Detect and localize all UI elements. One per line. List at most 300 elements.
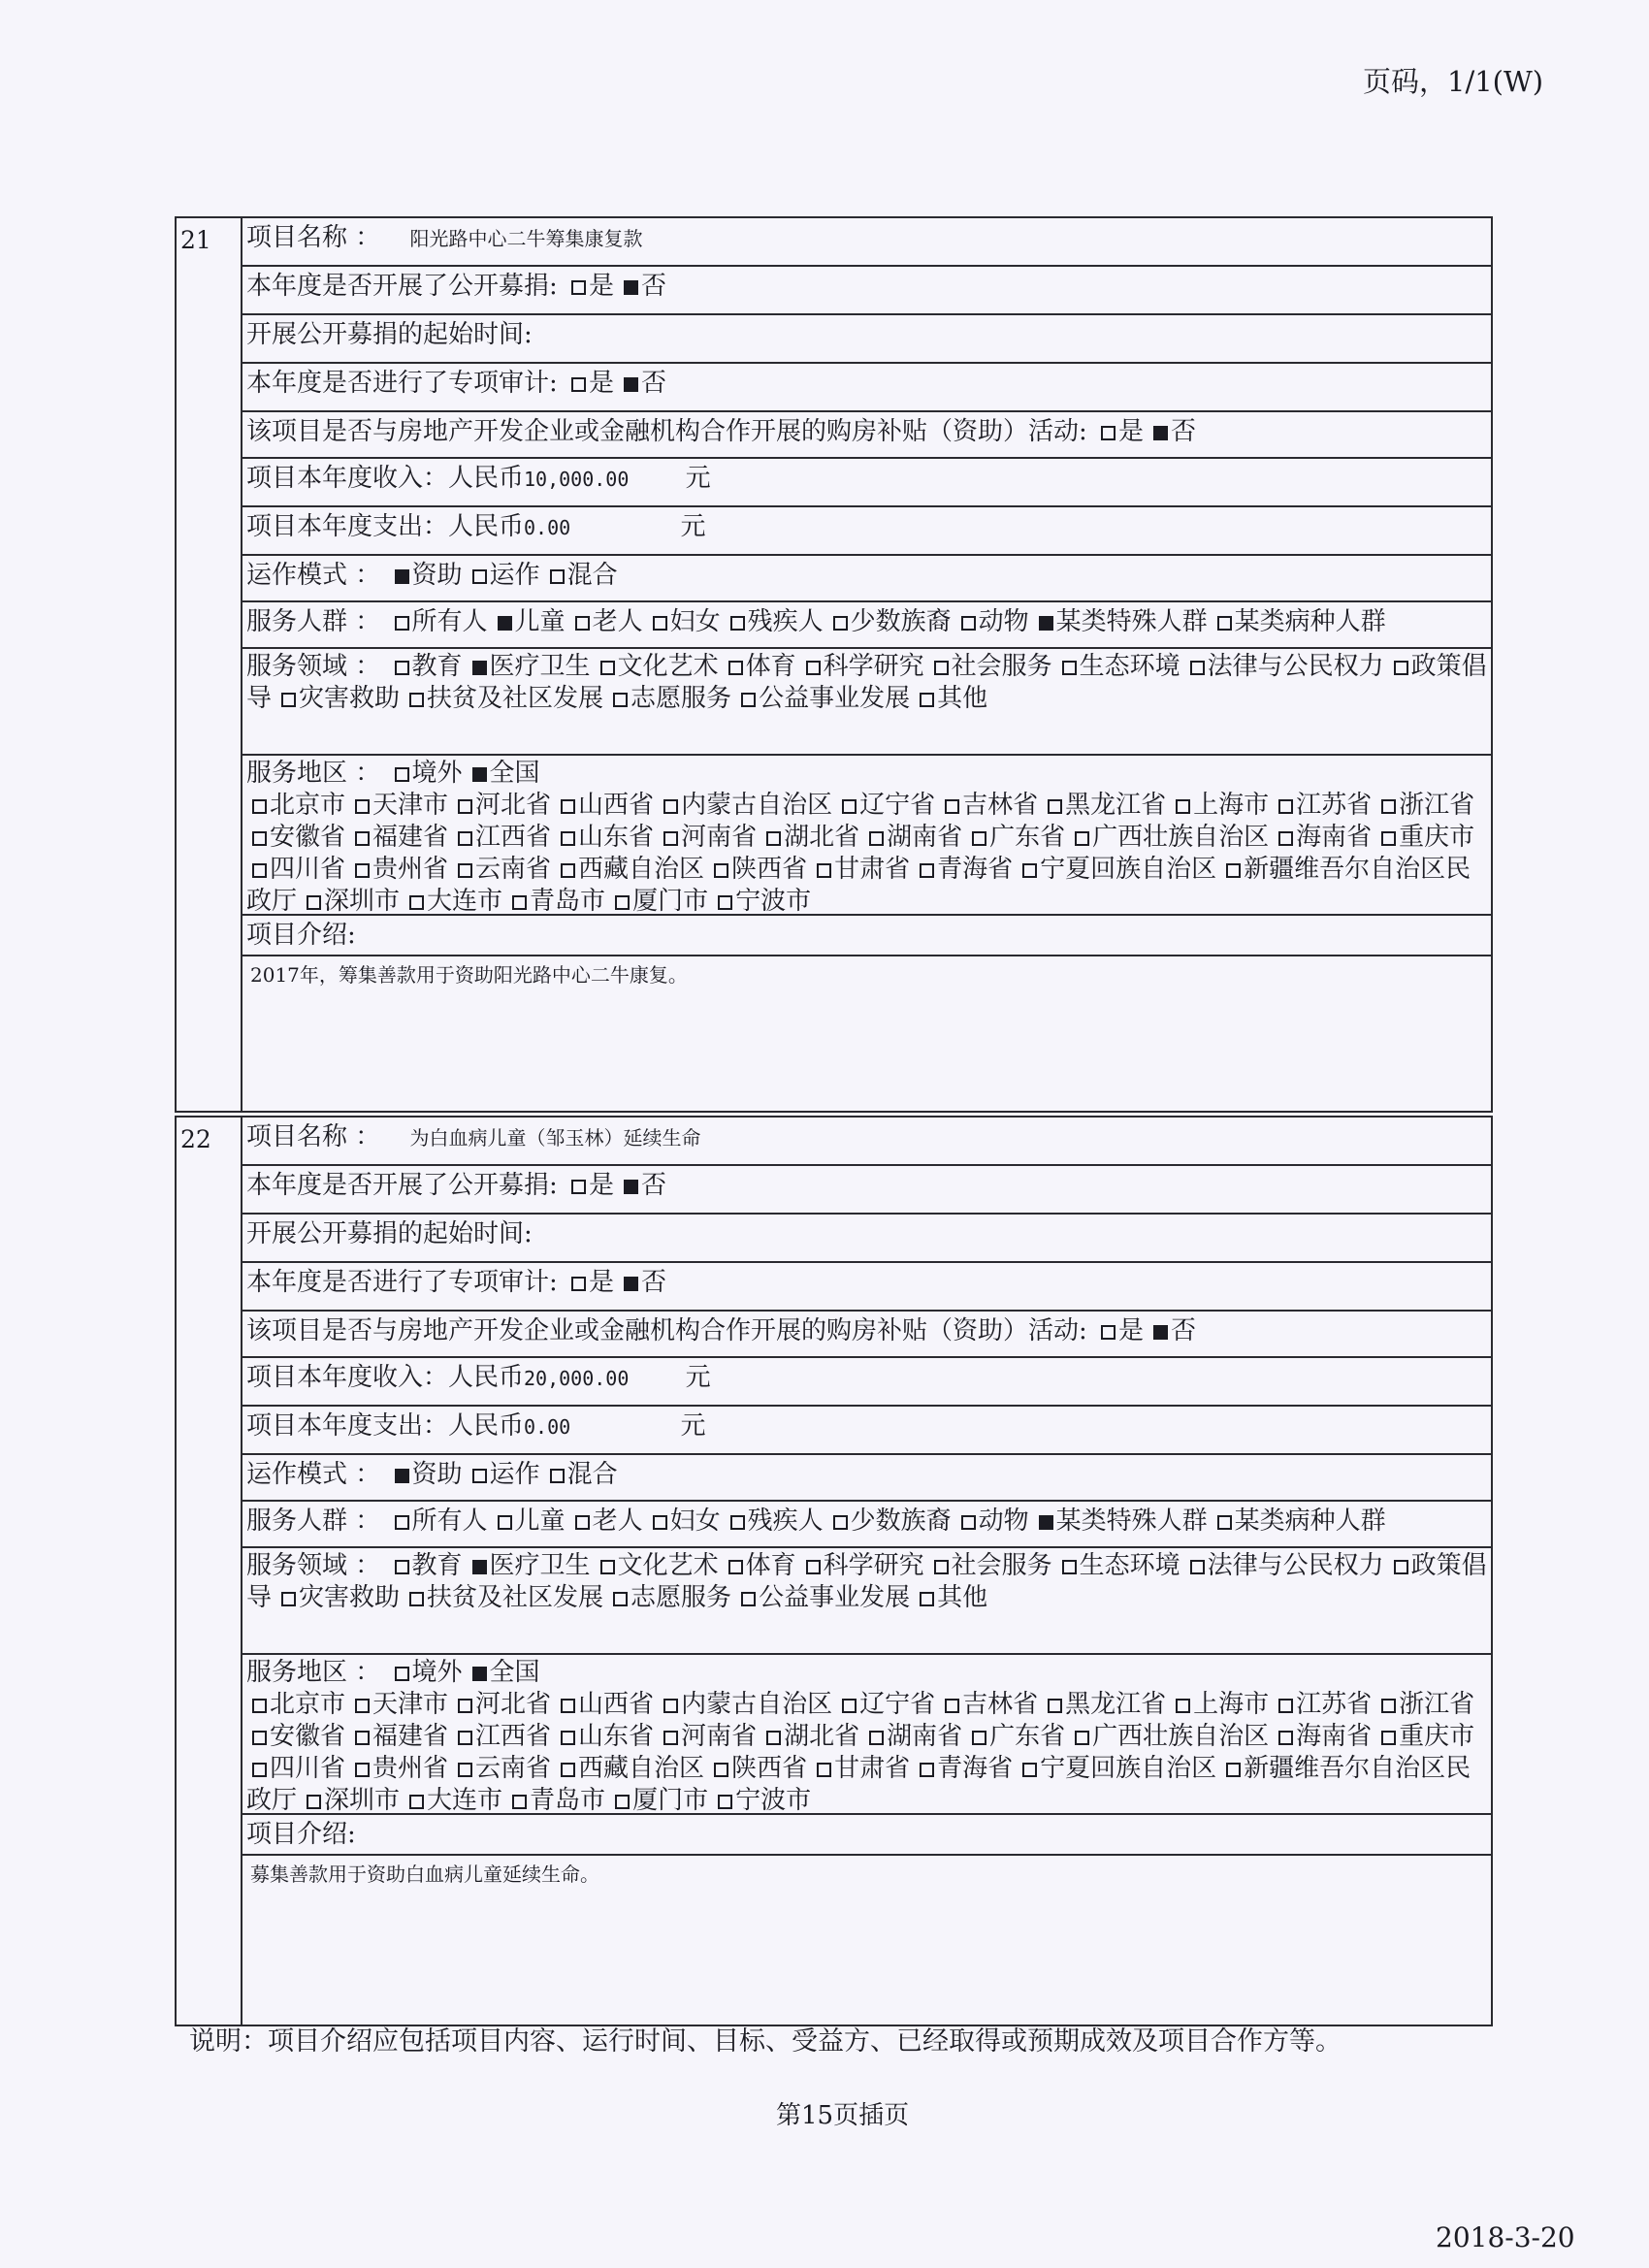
checkbox-empty-icon[interactable]	[972, 1731, 986, 1745]
checkbox-empty-icon[interactable]	[252, 799, 267, 814]
checkbox-empty-icon[interactable]	[571, 377, 586, 392]
checkbox-empty-icon[interactable]	[920, 693, 934, 707]
checkbox-option[interactable]	[555, 823, 654, 852]
checkbox-label: 文化艺术	[617, 1551, 719, 1580]
checkbox-empty-icon[interactable]	[571, 280, 586, 295]
checkbox-option[interactable]	[712, 1786, 811, 1815]
checkbox-empty-icon[interactable]	[1190, 1560, 1205, 1574]
checkbox-label: 天津市	[372, 791, 449, 820]
checkbox-option[interactable]	[452, 791, 551, 820]
checkbox-option[interactable]	[1375, 1690, 1474, 1719]
checkbox-option[interactable]	[1148, 1316, 1196, 1345]
checkbox-empty-icon[interactable]	[1278, 1699, 1293, 1713]
checkbox-empty-icon[interactable]	[1048, 799, 1062, 814]
checkbox-option[interactable]	[404, 1786, 502, 1815]
checkbox-empty-icon[interactable]	[718, 895, 732, 910]
checkbox-empty-icon[interactable]	[1226, 863, 1241, 878]
checkbox-option[interactable]	[609, 1786, 708, 1815]
checkbox-option[interactable]	[492, 607, 566, 636]
checkbox-option[interactable]	[725, 1507, 824, 1536]
checkbox-empty-icon[interactable]	[458, 1699, 472, 1713]
checkbox-checked-icon[interactable]	[472, 1667, 487, 1681]
checkbox-option[interactable]	[595, 1551, 719, 1580]
checkbox-empty-icon[interactable]	[1190, 661, 1205, 675]
checkbox-empty-icon[interactable]	[395, 1515, 409, 1530]
checkbox-label: 黑龙江省	[1065, 1690, 1167, 1719]
checkbox-empty-icon[interactable]	[1394, 1560, 1408, 1574]
checkbox-option[interactable]	[452, 1690, 551, 1719]
checkbox-option[interactable]	[452, 1722, 551, 1751]
checkbox-empty-icon[interactable]	[1278, 831, 1293, 846]
checkbox-option[interactable]	[389, 561, 463, 590]
checkbox-empty-icon[interactable]	[920, 1763, 934, 1777]
checkbox-option[interactable]	[939, 1690, 1038, 1719]
checkbox-option[interactable]	[349, 855, 448, 884]
checkbox-empty-icon[interactable]	[252, 831, 267, 846]
checkbox-empty-icon[interactable]	[663, 1731, 678, 1745]
checkbox-empty-icon[interactable]	[714, 863, 728, 878]
checkbox-option[interactable]	[349, 1722, 448, 1751]
checkbox-empty-icon[interactable]	[1101, 1325, 1116, 1340]
checkbox-empty-icon[interactable]	[458, 1731, 472, 1745]
checkbox-empty-icon[interactable]	[395, 1560, 409, 1574]
checkbox-empty-icon[interactable]	[409, 1795, 424, 1809]
checkbox-option[interactable]	[566, 272, 614, 301]
checkbox-option[interactable]	[811, 1754, 910, 1783]
checkbox-empty-icon[interactable]	[730, 616, 745, 631]
checkbox-empty-icon[interactable]	[1022, 1763, 1037, 1777]
checkbox-empty-icon[interactable]	[550, 1469, 565, 1483]
record-number: 21	[180, 226, 211, 254]
checkbox-option[interactable]	[618, 1268, 666, 1297]
public-fundraising-options	[566, 272, 670, 301]
checkbox-option[interactable]	[1273, 1722, 1372, 1751]
checkbox-option[interactable]	[569, 1507, 643, 1536]
checkbox-option[interactable]	[389, 607, 488, 636]
operation-mode-row	[242, 1455, 1491, 1502]
checkbox-option[interactable]	[955, 1507, 1029, 1536]
income-value: 10,000.00	[524, 468, 630, 491]
checkbox-option[interactable]	[914, 855, 1013, 884]
checkbox-option[interactable]	[607, 1583, 731, 1612]
checkbox-option[interactable]	[404, 887, 502, 916]
checkbox-empty-icon[interactable]	[409, 1592, 424, 1606]
checkbox-empty-icon[interactable]	[920, 863, 934, 878]
checkbox-option[interactable]	[349, 823, 448, 852]
checkbox-empty-icon[interactable]	[571, 1277, 586, 1291]
checkbox-option[interactable]	[1375, 1722, 1474, 1751]
checkbox-option[interactable]	[618, 369, 666, 398]
checkbox-option[interactable]	[389, 1551, 463, 1580]
checkbox-option[interactable]	[492, 1507, 566, 1536]
checkbox-empty-icon[interactable]	[934, 1560, 949, 1574]
checkbox-option[interactable]	[647, 607, 721, 636]
checkbox-empty-icon[interactable]	[600, 661, 615, 675]
checkbox-option[interactable]	[1184, 652, 1384, 681]
checkbox-empty-icon[interactable]	[409, 693, 424, 707]
checkbox-option[interactable]	[555, 1722, 654, 1751]
checkbox-option[interactable]	[708, 855, 807, 884]
checkbox-empty-icon[interactable]	[561, 1731, 575, 1745]
checkbox-option[interactable]	[800, 1551, 924, 1580]
checkbox-empty-icon[interactable]	[833, 616, 848, 631]
checkbox-label: 妇女	[669, 607, 721, 636]
checkbox-option[interactable]	[658, 791, 832, 820]
checkbox-option[interactable]	[389, 652, 463, 681]
checkbox-option[interactable]	[1017, 1754, 1216, 1783]
checkbox-empty-icon[interactable]	[550, 569, 565, 584]
checkbox-option[interactable]	[811, 855, 910, 884]
checkbox-empty-icon[interactable]	[1278, 799, 1293, 814]
checkbox-empty-icon[interactable]	[355, 799, 370, 814]
checkbox-empty-icon[interactable]	[741, 693, 756, 707]
checkbox-option[interactable]	[1273, 1690, 1372, 1719]
checkbox-option[interactable]	[555, 1754, 704, 1783]
checkbox-empty-icon[interactable]	[663, 799, 678, 814]
checkbox-option[interactable]	[647, 1507, 721, 1536]
checkbox-label: 动物	[978, 1507, 1029, 1536]
checkbox-empty-icon[interactable]	[842, 799, 857, 814]
checkbox-empty-icon[interactable]	[972, 831, 986, 846]
checkbox-option[interactable]	[836, 791, 935, 820]
checkbox-empty-icon[interactable]	[252, 1699, 267, 1713]
operation-mode-label: 运作模式 ：	[246, 1460, 381, 1489]
checkbox-empty-icon[interactable]	[561, 1763, 575, 1777]
checkbox-option[interactable]	[760, 823, 859, 852]
checkbox-empty-icon[interactable]	[1075, 1731, 1089, 1745]
checkbox-option[interactable]	[301, 887, 400, 916]
checkbox-label: 其他	[937, 1583, 988, 1612]
checkbox-checked-icon[interactable]	[624, 1277, 638, 1291]
checkbox-empty-icon[interactable]	[1394, 661, 1408, 675]
checkbox-empty-icon[interactable]	[615, 1795, 630, 1809]
checkbox-checked-icon[interactable]	[1153, 1325, 1168, 1340]
checkbox-option[interactable]	[452, 1754, 551, 1783]
checkbox-option[interactable]	[1033, 607, 1208, 636]
checkbox-option[interactable]	[712, 887, 811, 916]
checkbox-option[interactable]	[1033, 1507, 1208, 1536]
checkbox-option[interactable]	[1069, 823, 1269, 852]
checkbox-option[interactable]	[966, 823, 1065, 852]
checkbox-option[interactable]	[246, 1690, 345, 1719]
checkbox-empty-icon[interactable]	[355, 1731, 370, 1745]
checkbox-checked-icon[interactable]	[624, 280, 638, 295]
checkbox-option[interactable]	[1375, 823, 1474, 852]
checkbox-option[interactable]	[1095, 417, 1144, 446]
checkbox-empty-icon[interactable]	[600, 1560, 615, 1574]
checkbox-option[interactable]	[966, 1722, 1065, 1751]
checkbox-empty-icon[interactable]	[307, 895, 321, 910]
checkbox-empty-icon[interactable]	[355, 1699, 370, 1713]
checkbox-option[interactable]	[658, 1690, 832, 1719]
checkbox-empty-icon[interactable]	[395, 661, 409, 675]
checkbox-option[interactable]	[389, 759, 463, 788]
checkbox-empty-icon[interactable]	[613, 693, 628, 707]
checkbox-option[interactable]	[708, 1754, 807, 1783]
checkbox-empty-icon[interactable]	[615, 895, 630, 910]
checkbox-empty-icon[interactable]	[252, 863, 267, 878]
checkbox-option[interactable]	[506, 887, 605, 916]
checkbox-label: 某类病种人群	[1234, 607, 1386, 636]
checkbox-option[interactable]	[607, 684, 731, 713]
checkbox-empty-icon[interactable]	[934, 661, 949, 675]
checkbox-empty-icon[interactable]	[842, 1699, 857, 1713]
checkbox-option[interactable]	[467, 1460, 540, 1489]
checkbox-option[interactable]	[1042, 1690, 1166, 1719]
checkbox-empty-icon[interactable]	[355, 831, 370, 846]
checkbox-option[interactable]	[246, 1754, 345, 1783]
checkbox-option[interactable]	[914, 1583, 987, 1612]
checkbox-option[interactable]	[836, 1690, 935, 1719]
checkbox-option[interactable]	[544, 1460, 618, 1489]
checkbox-empty-icon[interactable]	[472, 1469, 487, 1483]
checkbox-option[interactable]	[275, 1583, 400, 1612]
checkbox-checked-icon[interactable]	[1153, 426, 1168, 440]
checkbox-empty-icon[interactable]	[961, 616, 976, 631]
checkbox-option[interactable]	[760, 1722, 859, 1751]
checkbox-option[interactable]	[1095, 1316, 1144, 1345]
checkbox-option[interactable]	[246, 823, 345, 852]
checkbox-option[interactable]	[939, 791, 1038, 820]
checkbox-label: 生态环境	[1079, 652, 1180, 681]
checkbox-option[interactable]	[1184, 1551, 1384, 1580]
checkbox-option[interactable]	[1273, 823, 1372, 852]
checkbox-option[interactable]	[246, 1722, 345, 1751]
checkbox-checked-icon[interactable]	[472, 661, 487, 675]
checkbox-option[interactable]	[566, 1268, 614, 1297]
checkbox-option[interactable]	[928, 1551, 1052, 1580]
checkbox-empty-icon[interactable]	[730, 1515, 745, 1530]
checkbox-option[interactable]	[404, 684, 603, 713]
checkbox-option[interactable]	[1056, 1551, 1180, 1580]
checkbox-empty-icon[interactable]	[355, 1763, 370, 1777]
checkbox-option[interactable]	[404, 1583, 603, 1612]
checkbox-option[interactable]	[1056, 652, 1180, 681]
checkbox-label: 生态环境	[1079, 1551, 1180, 1580]
checkbox-empty-icon[interactable]	[728, 1560, 743, 1574]
checkbox-option[interactable]	[735, 684, 910, 713]
checkbox-option[interactable]	[658, 823, 757, 852]
checkbox-label: 医疗卫生	[489, 1551, 591, 1580]
checkbox-empty-icon[interactable]	[663, 831, 678, 846]
checkbox-option[interactable]	[827, 1507, 952, 1536]
checkbox-empty-icon[interactable]	[1278, 1731, 1293, 1745]
checkbox-empty-icon[interactable]	[458, 799, 472, 814]
checkbox-checked-icon[interactable]	[395, 569, 409, 584]
checkbox-label: 甘肃省	[834, 1754, 911, 1783]
checkbox-empty-icon[interactable]	[1217, 616, 1232, 631]
checkbox-empty-icon[interactable]	[571, 1180, 586, 1194]
checkbox-option[interactable]	[618, 272, 666, 301]
checkbox-empty-icon[interactable]	[806, 661, 821, 675]
checkbox-checked-icon[interactable]	[1039, 1515, 1053, 1530]
checkbox-empty-icon[interactable]	[741, 1592, 756, 1606]
checkbox-option[interactable]	[569, 607, 643, 636]
checkbox-empty-icon[interactable]	[718, 1795, 732, 1809]
checkbox-empty-icon[interactable]	[498, 1515, 512, 1530]
checkbox-checked-icon[interactable]	[624, 1180, 638, 1194]
checkbox-empty-icon[interactable]	[714, 1763, 728, 1777]
checkbox-empty-icon[interactable]	[561, 831, 575, 846]
service-groups-label: 服务人群 ：	[246, 607, 381, 636]
checkbox-option[interactable]	[467, 652, 591, 681]
checkbox-empty-icon[interactable]	[395, 767, 409, 782]
checkbox-option[interactable]	[863, 823, 962, 852]
checkbox-empty-icon[interactable]	[395, 1667, 409, 1681]
checkbox-option[interactable]	[452, 855, 551, 884]
checkbox-empty-icon[interactable]	[613, 1592, 628, 1606]
checkbox-checked-icon[interactable]	[472, 1560, 487, 1574]
checkbox-option[interactable]	[301, 1786, 400, 1815]
intro-text-row	[242, 1856, 1491, 1962]
checkbox-option[interactable]	[467, 1551, 591, 1580]
checkbox-empty-icon[interactable]	[1075, 831, 1089, 846]
checkbox-empty-icon[interactable]	[561, 799, 575, 814]
checkbox-checked-icon[interactable]	[498, 616, 512, 631]
checkbox-empty-icon[interactable]	[395, 616, 409, 631]
checkbox-empty-icon[interactable]	[1101, 426, 1116, 440]
checkbox-option[interactable]	[725, 607, 824, 636]
checkbox-empty-icon[interactable]	[817, 863, 831, 878]
checkbox-checked-icon[interactable]	[624, 377, 638, 392]
checkbox-empty-icon[interactable]	[1381, 799, 1396, 814]
checkbox-empty-icon[interactable]	[458, 831, 472, 846]
checkbox-option[interactable]	[389, 1507, 488, 1536]
service-groups-row	[242, 602, 1491, 649]
checkbox-empty-icon[interactable]	[458, 1763, 472, 1777]
checkbox-empty-icon[interactable]	[1226, 1763, 1241, 1777]
checkbox-empty-icon[interactable]	[472, 569, 487, 584]
checkbox-option[interactable]	[452, 823, 551, 852]
checkbox-option[interactable]	[275, 684, 400, 713]
checkbox-empty-icon[interactable]	[561, 863, 575, 878]
checkbox-label: 否	[641, 1171, 667, 1200]
checkbox-checked-icon[interactable]	[1039, 616, 1053, 631]
checkbox-empty-icon[interactable]	[1217, 1515, 1232, 1530]
checkbox-option[interactable]	[914, 1754, 1013, 1783]
checkbox-empty-icon[interactable]	[653, 1515, 667, 1530]
checkbox-empty-icon[interactable]	[1176, 799, 1190, 814]
checkbox-option[interactable]	[800, 652, 924, 681]
checkbox-empty-icon[interactable]	[561, 1699, 575, 1713]
checkbox-option[interactable]	[914, 684, 987, 713]
checkbox-empty-icon[interactable]	[653, 616, 667, 631]
checkbox-empty-icon[interactable]	[281, 693, 296, 707]
checkbox-empty-icon[interactable]	[1062, 661, 1077, 675]
expense-unit: 元	[680, 512, 706, 541]
checkbox-option[interactable]	[389, 1658, 463, 1687]
checkbox-option[interactable]	[349, 1690, 448, 1719]
checkbox-empty-icon[interactable]	[869, 1731, 884, 1745]
checkbox-option[interactable]	[246, 791, 345, 820]
checkbox-empty-icon[interactable]	[766, 1731, 781, 1745]
checkbox-empty-icon[interactable]	[961, 1515, 976, 1530]
checkbox-empty-icon[interactable]	[355, 863, 370, 878]
checkbox-option[interactable]	[1069, 1722, 1269, 1751]
checkbox-empty-icon[interactable]	[458, 863, 472, 878]
checkbox-empty-icon[interactable]	[281, 1592, 296, 1606]
checkbox-option[interactable]	[1273, 791, 1372, 820]
checkbox-empty-icon[interactable]	[252, 1763, 267, 1777]
checkbox-option[interactable]	[555, 1690, 654, 1719]
checkbox-option[interactable]	[467, 1658, 540, 1687]
checkbox-option[interactable]	[735, 1583, 910, 1612]
checkbox-option[interactable]	[544, 561, 618, 590]
checkbox-option[interactable]	[1170, 1690, 1269, 1719]
checkbox-option[interactable]	[723, 1551, 796, 1580]
service-area-row	[242, 756, 1491, 916]
checkbox-option[interactable]	[349, 791, 448, 820]
checkbox-option[interactable]	[863, 1722, 962, 1751]
checkbox-empty-icon[interactable]	[575, 616, 590, 631]
checkbox-empty-icon[interactable]	[945, 799, 959, 814]
checkbox-option[interactable]	[1212, 607, 1386, 636]
checkbox-empty-icon[interactable]	[920, 1592, 934, 1606]
checkbox-empty-icon[interactable]	[1048, 1699, 1062, 1713]
checkbox-empty-icon[interactable]	[252, 1731, 267, 1745]
checkbox-checked-icon[interactable]	[472, 767, 487, 782]
checkbox-option[interactable]	[1170, 791, 1269, 820]
checkbox-empty-icon[interactable]	[1022, 863, 1037, 878]
checkbox-empty-icon[interactable]	[1381, 1699, 1396, 1713]
checkbox-option[interactable]	[1375, 791, 1474, 820]
checkbox-empty-icon[interactable]	[945, 1699, 959, 1713]
checkbox-option[interactable]	[389, 1460, 463, 1489]
checkbox-empty-icon[interactable]	[1381, 831, 1396, 846]
checkbox-option[interactable]	[555, 855, 704, 884]
checkbox-option[interactable]	[928, 652, 1052, 681]
checkbox-empty-icon[interactable]	[1176, 1699, 1190, 1713]
checkbox-option[interactable]	[349, 1754, 448, 1783]
checkbox-label: 全国	[489, 759, 540, 788]
checkbox-option[interactable]	[827, 607, 952, 636]
checkbox-option[interactable]	[955, 607, 1029, 636]
checkbox-empty-icon[interactable]	[409, 895, 424, 910]
checkbox-option[interactable]	[1017, 855, 1216, 884]
checkbox-empty-icon[interactable]	[512, 895, 527, 910]
checkbox-option[interactable]	[555, 791, 654, 820]
checkbox-option[interactable]	[246, 855, 345, 884]
checkbox-empty-icon[interactable]	[512, 1795, 527, 1809]
checkbox-option[interactable]	[723, 652, 796, 681]
checkbox-empty-icon[interactable]	[307, 1795, 321, 1809]
checkbox-option[interactable]	[506, 1786, 605, 1815]
checkbox-empty-icon[interactable]	[833, 1515, 848, 1530]
checkbox-option[interactable]	[1212, 1507, 1386, 1536]
checkbox-option[interactable]	[467, 561, 540, 590]
checkbox-empty-icon[interactable]	[663, 1699, 678, 1713]
checkbox-empty-icon[interactable]	[869, 831, 884, 846]
checkbox-option[interactable]	[1148, 417, 1196, 446]
checkbox-option[interactable]	[566, 369, 614, 398]
checkbox-option[interactable]	[658, 1722, 757, 1751]
checkbox-option[interactable]	[1042, 791, 1166, 820]
checkbox-option[interactable]	[467, 759, 540, 788]
checkbox-empty-icon[interactable]	[575, 1515, 590, 1530]
checkbox-option[interactable]	[618, 1171, 666, 1200]
checkbox-empty-icon[interactable]	[766, 831, 781, 846]
checkbox-label: 甘肃省	[834, 855, 911, 884]
checkbox-empty-icon[interactable]	[1381, 1731, 1396, 1745]
checkbox-empty-icon[interactable]	[817, 1763, 831, 1777]
checkbox-option[interactable]	[566, 1171, 614, 1200]
checkbox-option[interactable]	[609, 887, 708, 916]
checkbox-checked-icon[interactable]	[395, 1469, 409, 1483]
checkbox-empty-icon[interactable]	[806, 1560, 821, 1574]
checkbox-option[interactable]	[595, 652, 719, 681]
checkbox-empty-icon[interactable]	[1062, 1560, 1077, 1574]
checkbox-empty-icon[interactable]	[728, 661, 743, 675]
